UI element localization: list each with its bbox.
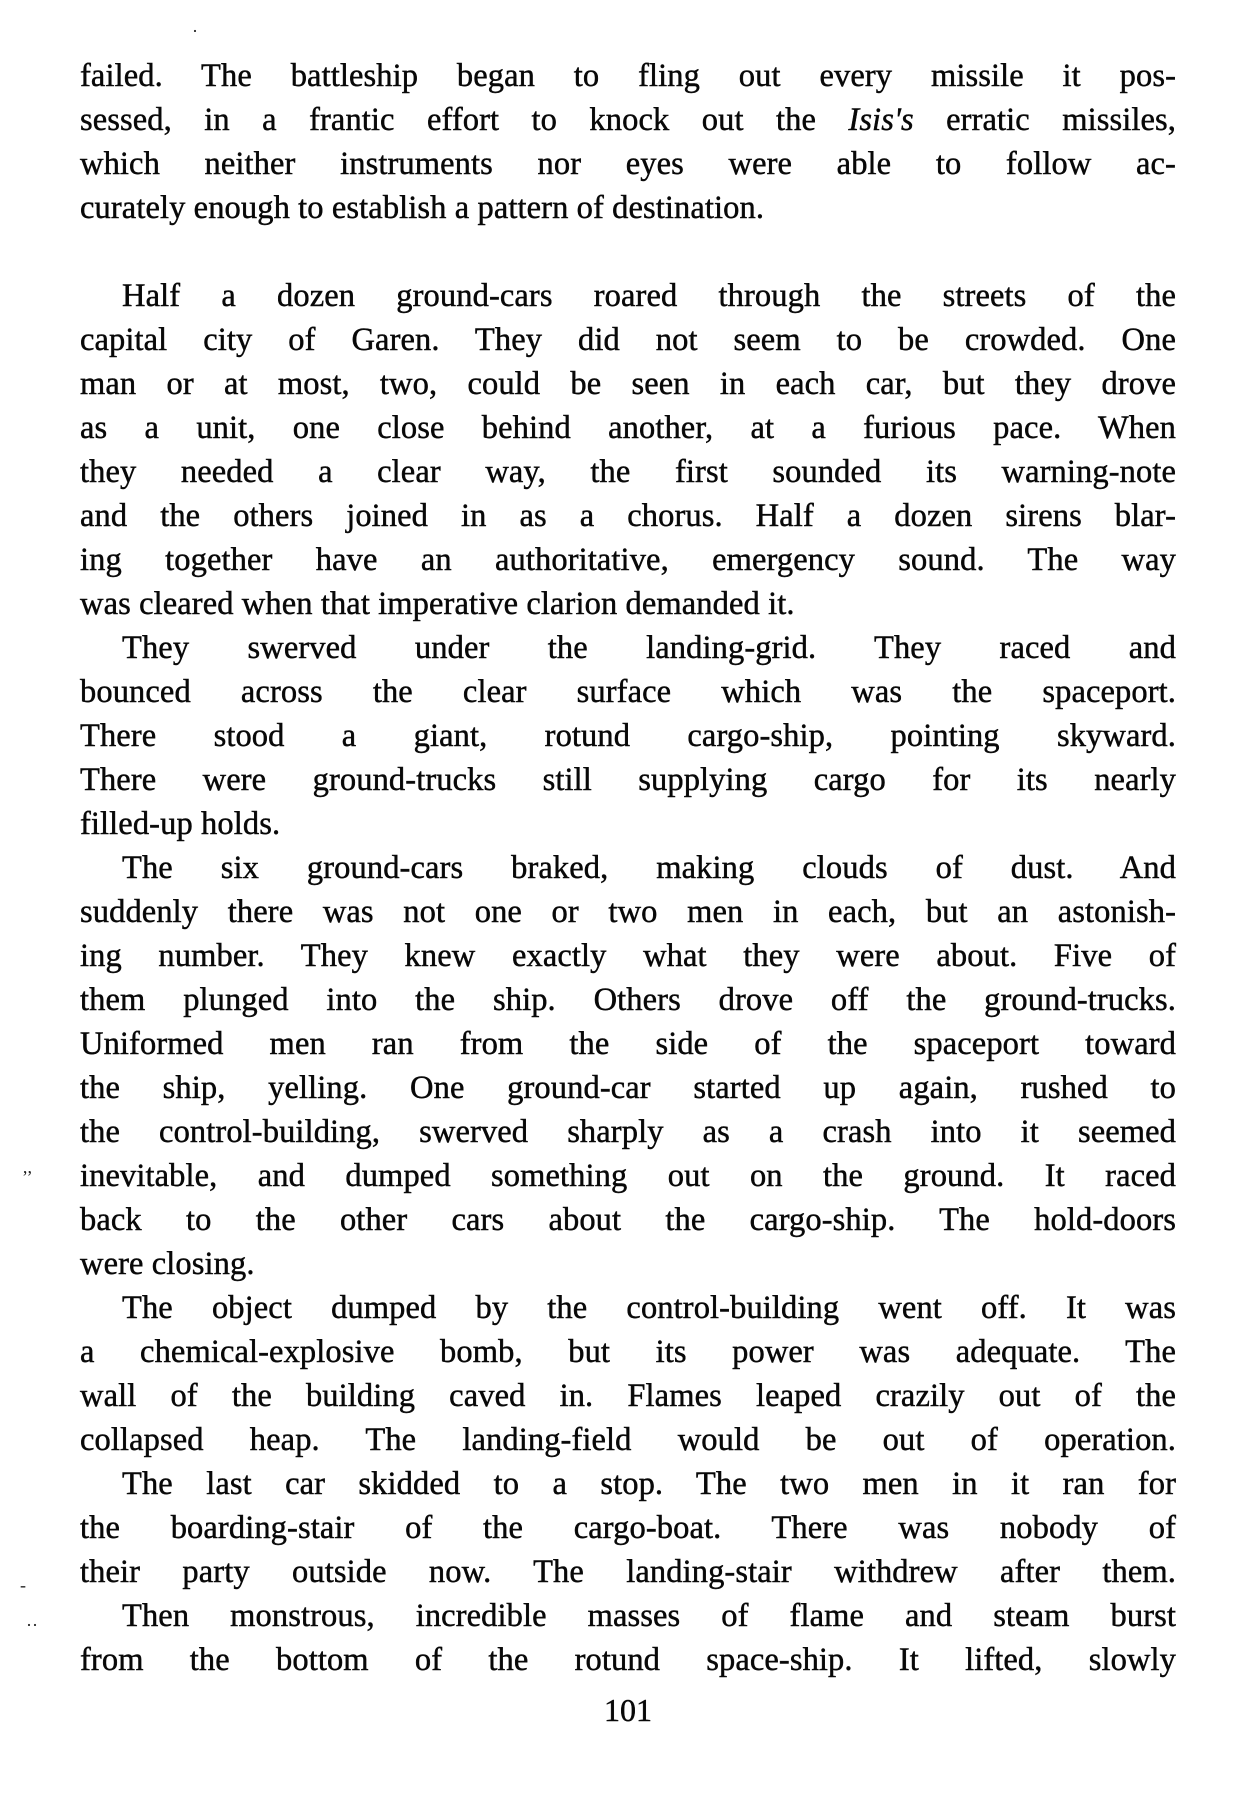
text-block [80, 54, 1176, 1682]
text-segment: The object dumped by the control-building went off. It was [122, 1290, 1176, 1326]
text-line [80, 714, 1176, 758]
italic-text: Isis's [848, 102, 914, 138]
scan-artifact-mark: - [20, 1575, 26, 1595]
paragraph [80, 626, 1176, 846]
text-line [80, 142, 1176, 186]
text-segment: the boarding-stair of the cargo-boat. There was nobody of [80, 1510, 1176, 1546]
text-line [80, 1022, 1176, 1066]
text-line [80, 1550, 1176, 1594]
text-line [80, 582, 1176, 626]
scan-artifact-mark: ’’ [22, 1167, 33, 1187]
text-segment: the ship, yelling. One ground-car started up again, rushed to [80, 1070, 1176, 1106]
text-segment: and the others joined in as a chorus. Half a dozen sirens blar- [80, 498, 1176, 534]
text-segment: ing together have an authoritative, emergency sound. The way [80, 542, 1176, 578]
text-line [80, 54, 1176, 98]
text-segment: man or at most, two, could be seen in each car, but they drove [80, 366, 1176, 402]
text-line [80, 1286, 1176, 1330]
text-line [80, 1330, 1176, 1374]
text-line [80, 1066, 1176, 1110]
text-line [80, 1242, 1176, 1286]
text-segment: ing number. They knew exactly what they were about. Five of [80, 938, 1176, 974]
text-line [80, 626, 1176, 670]
paragraph [80, 274, 1176, 626]
text-line [80, 1638, 1176, 1682]
text-segment: wall of the building caved in. Flames leaped crazily out of the [80, 1378, 1176, 1414]
paragraph [80, 846, 1176, 1286]
text-segment: There were ground-trucks still supplying cargo for its nearly [80, 762, 1176, 798]
text-segment: which neither instruments nor eyes were able to follow ac- [80, 146, 1176, 182]
text-segment: They swerved under the landing-grid. They raced and [122, 630, 1176, 666]
text-segment: they needed a clear way, the first sounded its warning-note [80, 454, 1176, 490]
text-line [80, 758, 1176, 802]
text-line [80, 1198, 1176, 1242]
text-segment: bounced across the clear surface which was the spaceport. [80, 674, 1176, 710]
text-segment: There stood a giant, rotund cargo-ship, pointing skyward. [80, 718, 1176, 754]
text-segment: were closing. [80, 1246, 255, 1282]
text-segment: The last car skidded to a stop. The two men in it ran for [122, 1466, 1176, 1502]
text-line [80, 98, 1176, 142]
text-line [80, 1110, 1176, 1154]
text-line [80, 186, 1176, 230]
text-segment: their party outside now. The landing-stair withdrew after them. [80, 1554, 1176, 1590]
text-line [80, 1506, 1176, 1550]
text-line [80, 1154, 1176, 1198]
text-line [80, 450, 1176, 494]
text-line [80, 1462, 1176, 1506]
paragraph [80, 1286, 1176, 1462]
paragraph [80, 1594, 1176, 1682]
paragraph [80, 1462, 1176, 1594]
text-line [80, 1374, 1176, 1418]
text-line [80, 802, 1176, 846]
text-line [80, 274, 1176, 318]
text-line [80, 890, 1176, 934]
text-line [80, 670, 1176, 714]
text-line [80, 1418, 1176, 1462]
paragraph [80, 54, 1176, 230]
text-segment: Then monstrous, incredible masses of flame and steam burst [122, 1598, 1176, 1634]
text-segment: failed. The battleship began to fling out every missile it pos- [80, 58, 1176, 94]
text-line [80, 846, 1176, 890]
text-segment: suddenly there was not one or two men in each, but an astonish- [80, 894, 1176, 930]
text-segment: sessed, in a frantic effort to knock out the [80, 102, 849, 138]
text-segment: inevitable, and dumped something out on the ground. It raced [80, 1158, 1176, 1194]
text-line [80, 978, 1176, 1022]
text-segment: erratic missiles, [913, 102, 1176, 138]
text-line [80, 362, 1176, 406]
text-segment: Uniformed men ran from the side of the spaceport toward [80, 1026, 1176, 1062]
scan-artifact-mark: ·· [26, 1615, 38, 1635]
text-segment: curately enough to establish a pattern of destination. [80, 190, 765, 226]
text-segment: from the bottom of the rotund space-ship. It lifted, slowly [80, 1642, 1176, 1678]
text-segment: collapsed heap. The landing-field would be out of operation. [80, 1422, 1176, 1458]
text-line [80, 1594, 1176, 1638]
text-line [80, 494, 1176, 538]
text-line [80, 934, 1176, 978]
text-segment: them plunged into the ship. Others drove off the ground-trucks. [80, 982, 1176, 1018]
text-segment: back to the other cars about the cargo-ship. The hold-doors [80, 1202, 1176, 1238]
text-line [80, 318, 1176, 362]
scan-artifact-mark: · [192, 21, 198, 41]
text-line [80, 538, 1176, 582]
page-number: 101 [604, 1692, 652, 1728]
text-line [80, 406, 1176, 450]
text-segment: filled-up holds. [80, 806, 281, 842]
text-segment: The six ground-cars braked, making clouds of dust. And [122, 850, 1176, 886]
text-segment: capital city of Garen. They did not seem to be crowded. One [80, 322, 1176, 358]
text-segment: as a unit, one close behind another, at a furious pace. When [80, 410, 1176, 446]
text-segment: a chemical-explosive bomb, but its power was adequate. The [80, 1334, 1176, 1370]
text-segment: Half a dozen ground-cars roared through the streets of the [122, 278, 1176, 314]
text-segment: was cleared when that imperative clarion demanded it. [80, 586, 795, 622]
text-segment: the control-building, swerved sharply as a crash into it seemed [80, 1114, 1176, 1150]
